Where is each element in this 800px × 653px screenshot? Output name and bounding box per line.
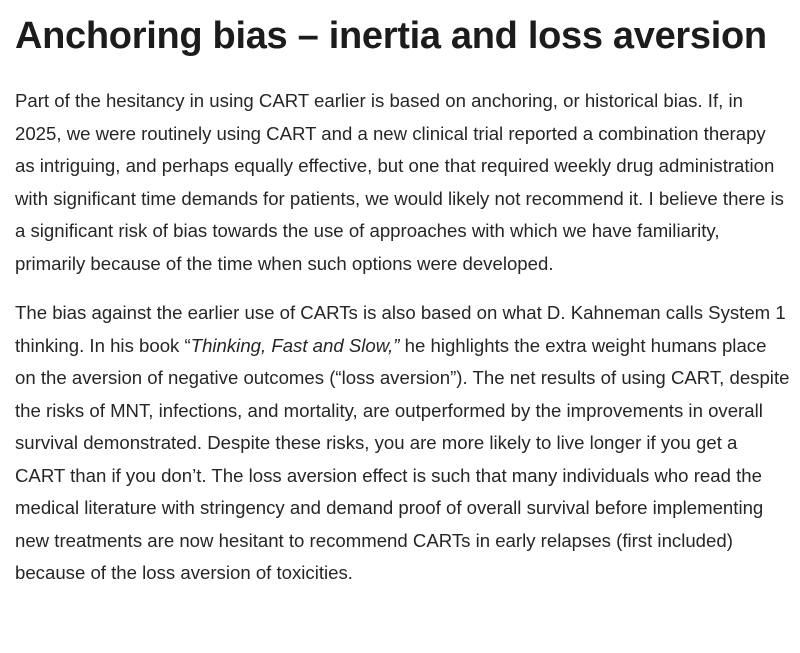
book-title: Thinking, Fast and Slow,”	[190, 334, 400, 356]
paragraph-text-after-book: he highlights the extra weight humans place on the aversion of negative outcomes (“loss aversion”). The net results of using CART, despite the risks of MNT, infections, and mortality, are outperformed by the improvements in overall survival demonstrated. Despite these risks, you are more likely to live longer if you get a CART than if you don’t. The loss aversion effect is such that many individuals who read the medical literature with stringency and demand proof of overall survival before implementing new treatments are now hesitant to recommend CARTs in early relapses (first included) because of the loss aversion of toxicities.	[15, 334, 790, 583]
paragraph-loss-aversion	[15, 297, 790, 590]
article-title: Anchoring bias – inertia and loss aversion	[15, 15, 767, 57]
paragraph-text-before-book: The bias against the earlier use of CARTs is also based on what D. Kahneman calls System 1 thinking. In his book “	[15, 302, 786, 356]
paragraph-anchoring: Part of the hesitancy in using CART earlier is based on anchoring, or historical bias. If, in 2025, we were routinely using CART and a new clinical trial reported a combination therapy as intriguing, and perhaps equally effective, but one that required weekly drug administration with significant time demands for patients, we would likely not recommend it. I believe there is a significant risk of bias towards the use of approaches with which we have familiarity, primarily because of the time when such options were developed.	[15, 90, 784, 274]
